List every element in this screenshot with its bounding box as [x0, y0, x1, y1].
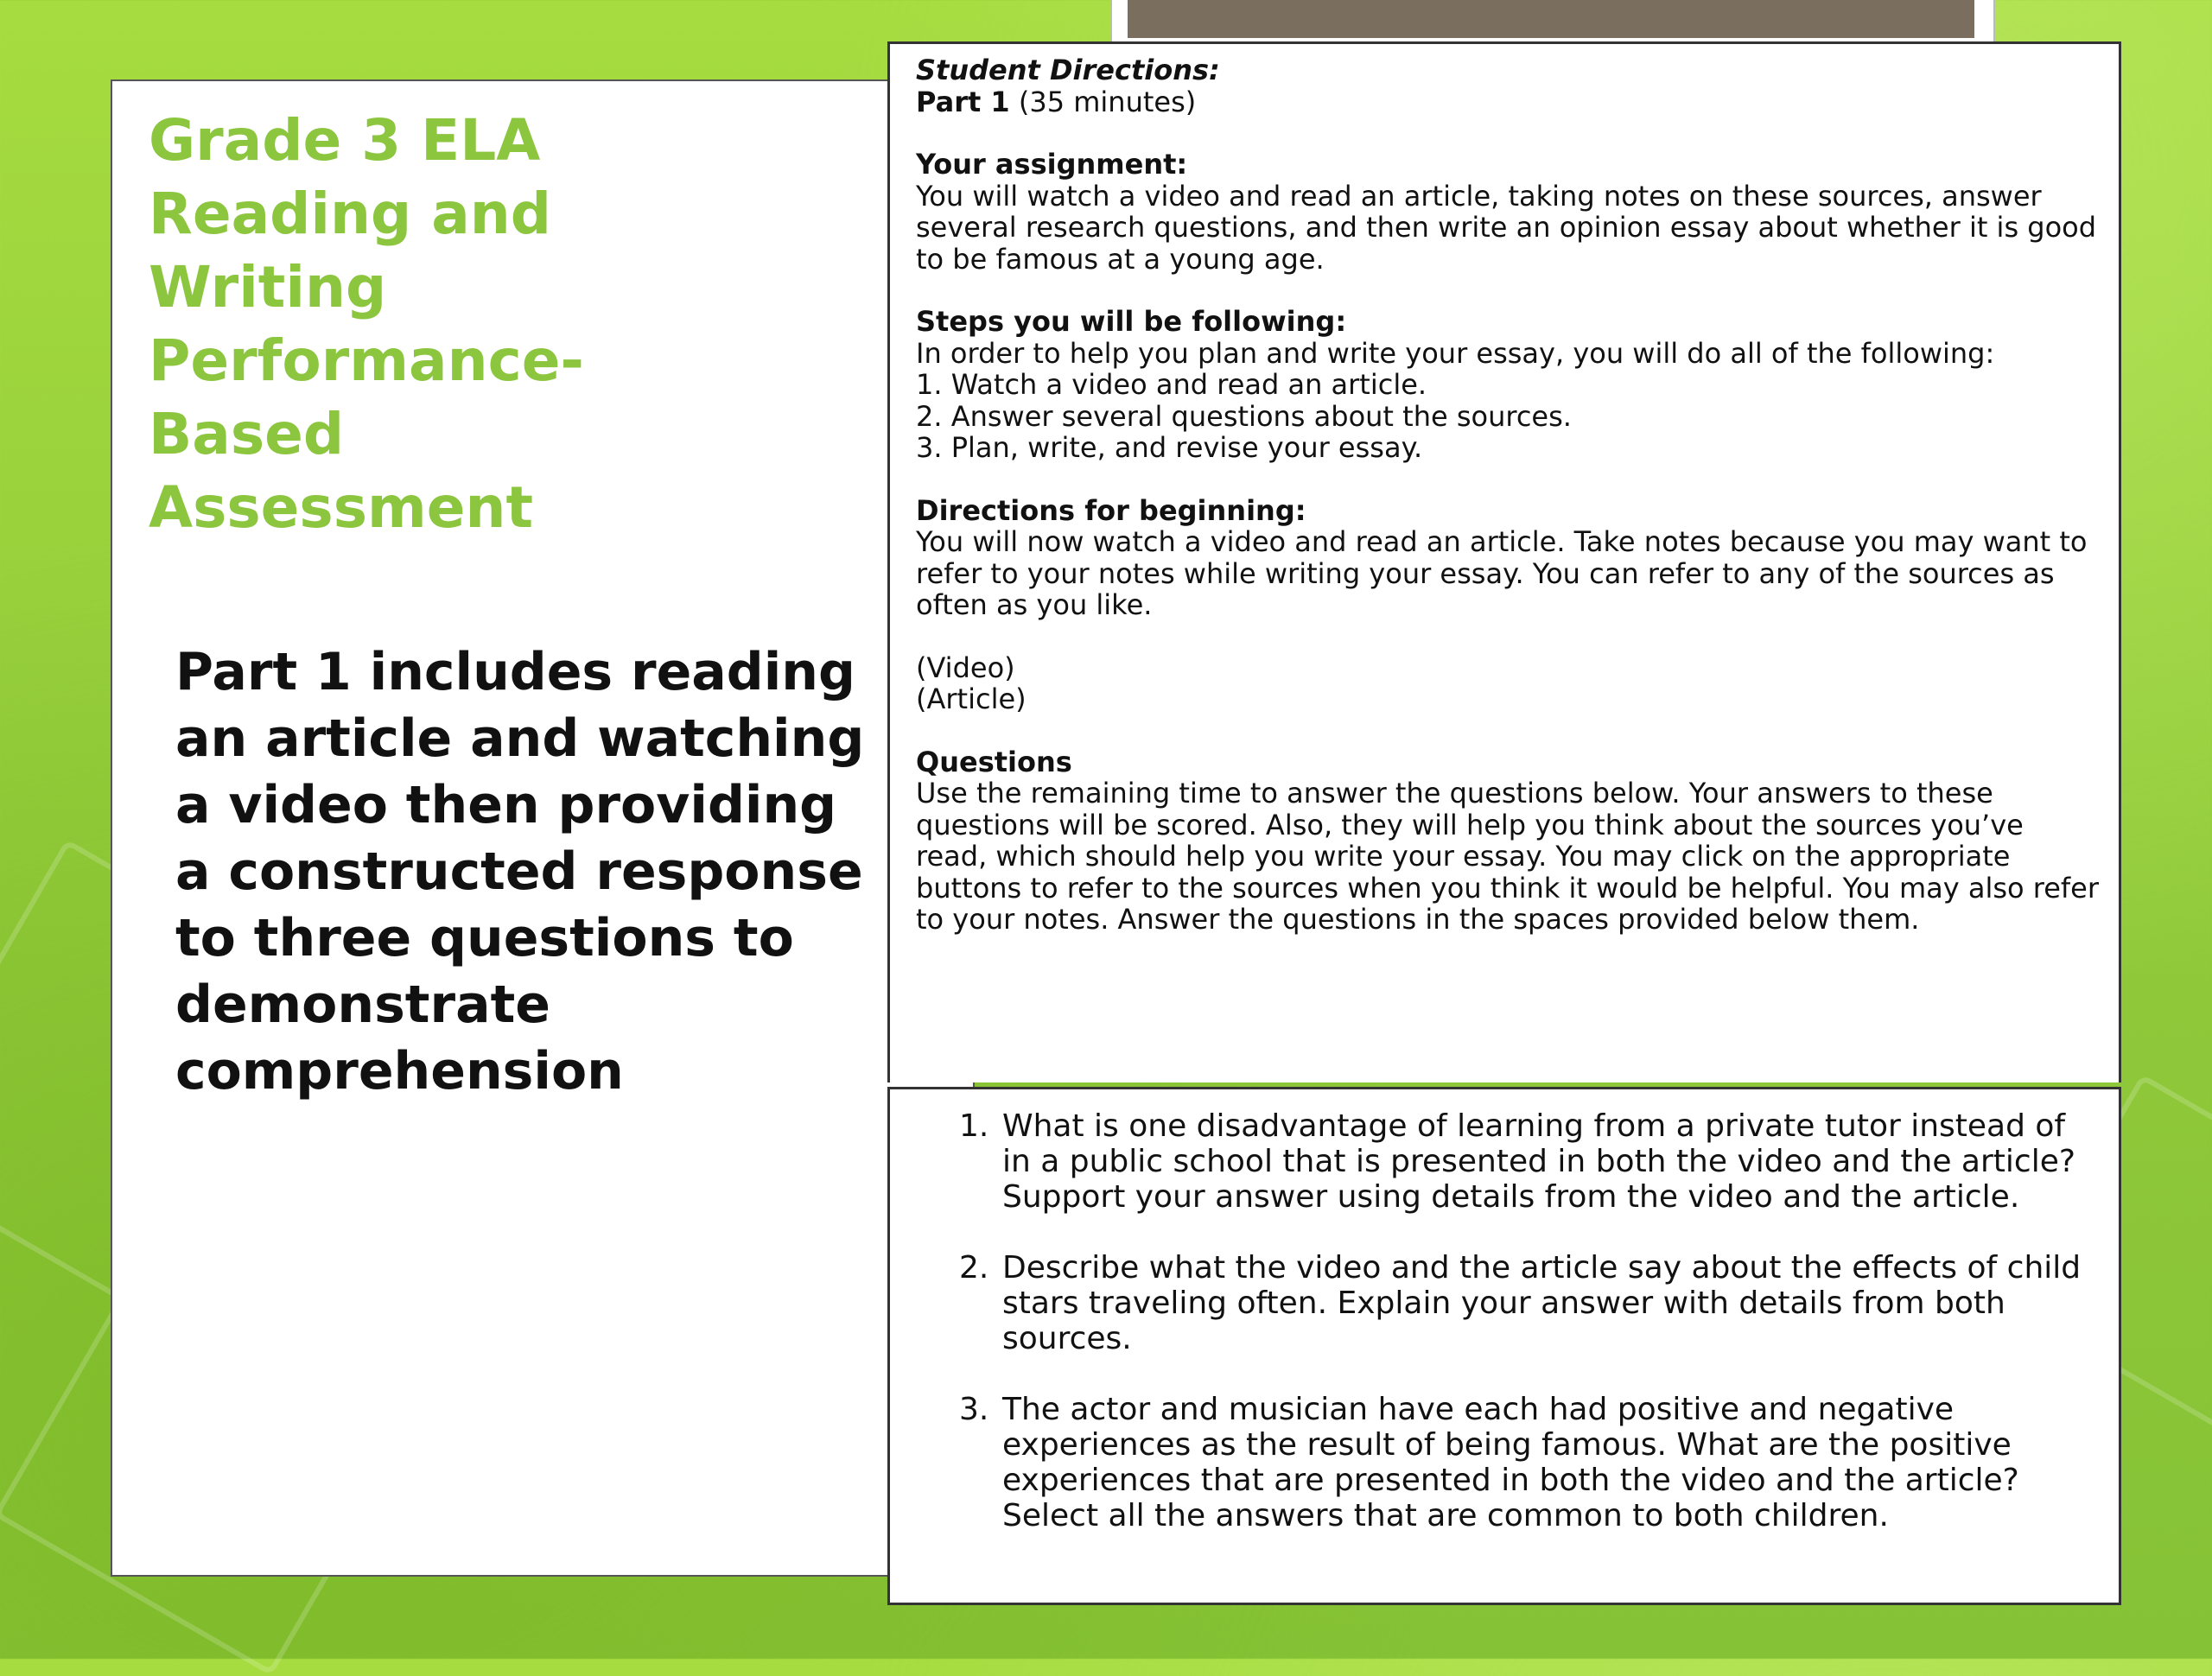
questions-panel	[887, 1087, 2121, 1605]
question-text: The actor and musician have each had positive and negative experiences as the result of being famous. What are the positive experiences that are presented in both the video and the article? Select all the answers that are common to both children.	[1002, 1392, 2019, 1533]
student-directions-panel	[887, 41, 2121, 1082]
assignment-text: You will watch a video and read an article, taking notes on these sources, answer several research questions, and then write an opinion essay about whether it is good to be famous at a young age.	[916, 179, 2097, 276]
assignment-heading: Your assignment:	[916, 148, 1188, 181]
step-item: 2. Answer several questions about the sources.	[916, 399, 1572, 433]
source-article-label: (Article)	[916, 682, 1027, 715]
part-label: Part 1	[916, 85, 1010, 118]
question-item	[959, 1250, 2093, 1356]
question-number: 3.	[959, 1392, 989, 1427]
beginning-text: You will now watch a video and read an article. Take notes because you may want to refer to your notes while writing your essay. You can refer to any of the sources as often as you like.	[916, 525, 2088, 621]
step-item: 1. Watch a video and read an article.	[916, 368, 1427, 401]
questions-heading: Questions	[916, 745, 1072, 778]
source-video-label: (Video)	[916, 651, 1015, 684]
beginning-heading: Directions for beginning:	[916, 493, 1306, 527]
step-item: 3. Plan, write, and revise your essay.	[916, 431, 1423, 464]
steps-heading: Steps you will be following:	[916, 305, 1347, 338]
question-number: 1.	[959, 1108, 989, 1144]
question-item	[959, 1108, 2093, 1215]
question-text: Describe what the video and the article say about the effects of child stars traveling often. Explain your answer with details from both sources.	[1002, 1250, 2082, 1356]
part-time: (35 minutes)	[1018, 85, 1197, 118]
part-line	[916, 86, 2101, 118]
question-number: 2.	[959, 1250, 989, 1286]
steps-intro: In order to help you plan and write your essay, you will do all of the following:	[916, 336, 1995, 370]
directions-heading: Student Directions:	[916, 54, 1220, 86]
top-screenshot-bar	[1128, 0, 1974, 38]
slide-title: Grade 3 ELA Reading and Writing Performance- Based Assessment	[149, 107, 584, 541]
question-text: What is one disadvantage of learning from a private tutor instead of in a public school that is presented in both the video and the article? Support your answer using details from the video and the article.	[1002, 1108, 2075, 1215]
question-item	[959, 1392, 2093, 1533]
slide-summary-text: Part 1 includes reading an article and watching a video then providing a constructed response to three questions to demonstrate comprehension	[175, 642, 865, 1101]
questions-instructions: Use the remaining time to answer the questions below. Your answers to these questions will be scored. Also, they will help you think about the sources you’ve read, which should help you write your essay. You may click on the appropriate buttons to refer to the sources when you think it would be helpful. You may also refer to your notes. Answer the questions in the spaces provided below them.	[916, 777, 2099, 936]
